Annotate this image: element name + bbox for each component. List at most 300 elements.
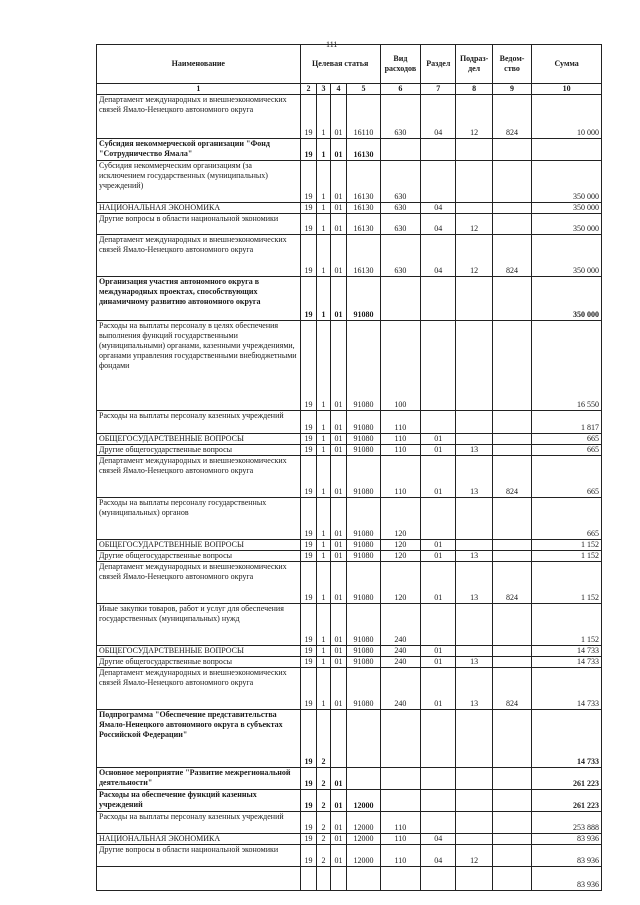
table-row [97, 790, 602, 812]
cell-expense-type: 630 [380, 95, 421, 139]
cell-section: 01 [421, 668, 456, 710]
cell-event-code: 01 [330, 845, 347, 867]
cell-sum: 350 000 [532, 203, 602, 214]
cell-expense-type [380, 277, 421, 321]
cell-section [421, 411, 456, 434]
cell-direction-code: 91080 [347, 562, 380, 604]
cell-sum: 83 936 [532, 867, 602, 891]
cell-subprogram-code: 1 [317, 235, 331, 277]
cell-sum: 665 [532, 498, 602, 540]
cell-sum: 14 733 [532, 646, 602, 657]
cell-section: 04 [421, 834, 456, 845]
table-row [97, 812, 602, 834]
cell-subprogram-code: 1 [317, 434, 331, 445]
row-name: Департамент международных и внешнеэкономических связей Ямало-Ненецкого автономного округа [97, 562, 301, 604]
table-row [97, 139, 602, 161]
cell-program-code: 19 [300, 456, 317, 498]
cell-department [492, 540, 531, 551]
cell-event-code [330, 710, 347, 768]
row-name: Расходы на выплаты персоналу казенных учреждений [97, 411, 301, 434]
cell-department [492, 790, 531, 812]
table-row [97, 321, 602, 411]
cell-program-code: 19 [300, 646, 317, 657]
cell-department: 824 [492, 668, 531, 710]
table-row [97, 551, 602, 562]
cell-program-code: 19 [300, 235, 317, 277]
row-name: ОБЩЕГОСУДАРСТВЕННЫЕ ВОПРОСЫ [97, 540, 301, 551]
cell-department [492, 498, 531, 540]
table-row [97, 445, 602, 456]
cell-sum: 350 000 [532, 214, 602, 235]
cell-section [421, 321, 456, 411]
cell-department [492, 845, 531, 867]
cell-subprogram-code: 1 [317, 139, 331, 161]
cell-program-code: 19 [300, 551, 317, 562]
cell-subsection [456, 646, 492, 657]
cell-direction-code [347, 710, 380, 768]
cell-subsection [456, 540, 492, 551]
cell-sum: 10 000 [532, 95, 602, 139]
cell-sum: 253 888 [532, 812, 602, 834]
cell-subsection [456, 139, 492, 161]
cell-direction-code: 91080 [347, 646, 380, 657]
cell-subsection: 13 [456, 445, 492, 456]
cell-subsection: 13 [456, 562, 492, 604]
table-row [97, 710, 602, 768]
cell-department: 824 [492, 456, 531, 498]
cell-section: 04 [421, 845, 456, 867]
cell-event-code: 01 [330, 834, 347, 845]
cell-subsection [456, 790, 492, 812]
cell-department: 824 [492, 235, 531, 277]
cell-department [492, 710, 531, 768]
cell-section [421, 498, 456, 540]
cell-department [492, 139, 531, 161]
cell-subsection [456, 203, 492, 214]
cell-direction-code: 12000 [347, 834, 380, 845]
table-row [97, 214, 602, 235]
cell-program-code [300, 867, 317, 891]
cell-subsection: 12 [456, 214, 492, 235]
column-number: 6 [380, 84, 421, 95]
cell-department [492, 445, 531, 456]
cell-expense-type: 110 [380, 845, 421, 867]
cell-direction-code: 12000 [347, 812, 380, 834]
cell-event-code: 01 [330, 321, 347, 411]
cell-subprogram-code: 1 [317, 161, 331, 203]
cell-subprogram-code: 1 [317, 668, 331, 710]
cell-sum: 350 000 [532, 277, 602, 321]
table-row [97, 657, 602, 668]
cell-subsection: 13 [456, 668, 492, 710]
cell-department [492, 277, 531, 321]
cell-program-code: 19 [300, 434, 317, 445]
table-row [97, 668, 602, 710]
cell-event-code: 01 [330, 203, 347, 214]
row-name: Другие общегосударственные вопросы [97, 657, 301, 668]
cell-expense-type: 100 [380, 321, 421, 411]
cell-expense-type [380, 710, 421, 768]
header-department: Ведом-ство [492, 45, 531, 84]
cell-department [492, 434, 531, 445]
cell-subprogram-code: 1 [317, 277, 331, 321]
row-name: Расходы на выплаты персоналу в целях обеспечения выполнения функций государственными (муниципальными) органами, казенными учреждениями, органами управления государственными внебюджетными фондами [97, 321, 301, 411]
cell-subsection [456, 768, 492, 790]
table-row [97, 646, 602, 657]
header-sum: Сумма [532, 45, 602, 84]
cell-expense-type: 110 [380, 411, 421, 434]
row-name: Другие вопросы в области национальной экономики [97, 845, 301, 867]
cell-section [421, 139, 456, 161]
cell-subsection [456, 411, 492, 434]
cell-department [492, 411, 531, 434]
cell-section [421, 710, 456, 768]
cell-subsection [456, 867, 492, 891]
table-row [97, 203, 602, 214]
cell-subsection [456, 812, 492, 834]
table-body [97, 95, 602, 891]
cell-expense-type: 110 [380, 812, 421, 834]
cell-expense-type: 120 [380, 562, 421, 604]
cell-event-code: 01 [330, 456, 347, 498]
cell-subsection [456, 277, 492, 321]
table-row [97, 161, 602, 203]
cell-subsection [456, 834, 492, 845]
cell-section: 04 [421, 214, 456, 235]
cell-program-code: 19 [300, 812, 317, 834]
row-name: Департамент международных и внешнеэкономических связей Ямало-Ненецкого автономного округа [97, 235, 301, 277]
cell-event-code: 01 [330, 214, 347, 235]
cell-event-code [330, 867, 347, 891]
cell-department [492, 161, 531, 203]
table-row [97, 540, 602, 551]
column-number: 5 [347, 84, 380, 95]
cell-subprogram-code: 1 [317, 562, 331, 604]
cell-expense-type: 240 [380, 646, 421, 657]
row-name: ОБЩЕГОСУДАРСТВЕННЫЕ ВОПРОСЫ [97, 646, 301, 657]
cell-subsection [456, 434, 492, 445]
cell-direction-code: 91080 [347, 668, 380, 710]
cell-sum: 14 733 [532, 668, 602, 710]
cell-program-code: 19 [300, 411, 317, 434]
cell-subprogram-code: 1 [317, 657, 331, 668]
cell-department [492, 203, 531, 214]
cell-sum: 261 223 [532, 790, 602, 812]
cell-section: 04 [421, 203, 456, 214]
cell-direction-code: 91080 [347, 321, 380, 411]
cell-section: 04 [421, 95, 456, 139]
cell-section [421, 867, 456, 891]
cell-subprogram-code: 2 [317, 845, 331, 867]
cell-subprogram-code: 1 [317, 646, 331, 657]
header-subsection: Подраз-дел [456, 45, 492, 84]
cell-department [492, 214, 531, 235]
cell-section: 04 [421, 235, 456, 277]
header-row [97, 45, 602, 84]
cell-sum: 14 733 [532, 657, 602, 668]
cell-direction-code [347, 867, 380, 891]
cell-department [492, 321, 531, 411]
table-row [97, 434, 602, 445]
cell-event-code: 01 [330, 161, 347, 203]
cell-expense-type [380, 790, 421, 812]
cell-direction-code: 16130 [347, 214, 380, 235]
row-name: Основное мероприятие "Развитие межрегиональной деятельности" [97, 768, 301, 790]
cell-sum: 1 152 [532, 551, 602, 562]
cell-direction-code: 91080 [347, 434, 380, 445]
cell-event-code: 01 [330, 551, 347, 562]
table-row [97, 867, 602, 891]
row-name: Департамент международных и внешнеэкономических связей Ямало-Ненецкого автономного округа [97, 668, 301, 710]
column-number: 1 [97, 84, 301, 95]
cell-direction-code: 91080 [347, 411, 380, 434]
cell-program-code: 19 [300, 668, 317, 710]
cell-direction-code: 91080 [347, 604, 380, 646]
table-row [97, 95, 602, 139]
cell-direction-code: 91080 [347, 657, 380, 668]
cell-subsection [456, 498, 492, 540]
cell-subprogram-code: 1 [317, 445, 331, 456]
cell-event-code: 01 [330, 540, 347, 551]
cell-department [492, 646, 531, 657]
cell-direction-code: 16130 [347, 235, 380, 277]
cell-direction-code [347, 768, 380, 790]
cell-subsection: 13 [456, 551, 492, 562]
cell-program-code: 19 [300, 540, 317, 551]
cell-program-code: 19 [300, 657, 317, 668]
cell-program-code: 19 [300, 445, 317, 456]
row-name: Расходы на выплаты персоналу казенных учреждений [97, 812, 301, 834]
cell-program-code: 19 [300, 845, 317, 867]
cell-expense-type: 240 [380, 668, 421, 710]
cell-section: 01 [421, 434, 456, 445]
cell-expense-type: 110 [380, 434, 421, 445]
cell-event-code: 01 [330, 646, 347, 657]
cell-program-code: 19 [300, 834, 317, 845]
cell-event-code: 01 [330, 411, 347, 434]
table-row [97, 845, 602, 867]
cell-subprogram-code: 1 [317, 214, 331, 235]
cell-expense-type [380, 139, 421, 161]
cell-expense-type: 120 [380, 498, 421, 540]
cell-section [421, 790, 456, 812]
cell-subsection: 12 [456, 235, 492, 277]
cell-program-code: 19 [300, 790, 317, 812]
cell-program-code: 19 [300, 710, 317, 768]
cell-subprogram-code: 1 [317, 456, 331, 498]
cell-subprogram-code: 2 [317, 812, 331, 834]
cell-section [421, 277, 456, 321]
cell-section: 01 [421, 445, 456, 456]
cell-subprogram-code: 1 [317, 411, 331, 434]
cell-sum: 16 550 [532, 321, 602, 411]
cell-direction-code: 16110 [347, 95, 380, 139]
row-name: Расходы на обеспечение функций казенных учреждений [97, 790, 301, 812]
cell-section [421, 161, 456, 203]
cell-subprogram-code: 2 [317, 790, 331, 812]
row-name: Субсидия некоммерческим организациям (за исключением государственных (муниципальных) учреждений) [97, 161, 301, 203]
cell-program-code: 19 [300, 203, 317, 214]
table-row [97, 235, 602, 277]
cell-event-code: 01 [330, 812, 347, 834]
cell-sum: 1 152 [532, 604, 602, 646]
cell-subprogram-code: 2 [317, 710, 331, 768]
row-name: ОБЩЕГОСУДАРСТВЕННЫЕ ВОПРОСЫ [97, 434, 301, 445]
cell-subprogram-code: 2 [317, 768, 331, 790]
cell-subprogram-code: 1 [317, 203, 331, 214]
cell-sum [532, 139, 602, 161]
row-name: Другие общегосударственные вопросы [97, 551, 301, 562]
cell-sum: 14 733 [532, 710, 602, 768]
cell-section: 01 [421, 551, 456, 562]
cell-event-code: 01 [330, 604, 347, 646]
cell-event-code: 01 [330, 235, 347, 277]
cell-section [421, 604, 456, 646]
cell-direction-code: 91080 [347, 540, 380, 551]
cell-event-code: 01 [330, 498, 347, 540]
row-name: Департамент международных и внешнеэкономических связей Ямало-Ненецкого автономного округа [97, 456, 301, 498]
column-number: 7 [421, 84, 456, 95]
header-expense-type: Вид расходов [380, 45, 421, 84]
cell-sum: 83 936 [532, 845, 602, 867]
cell-subsection: 13 [456, 657, 492, 668]
row-name: Подпрограмма "Обеспечение представительства Ямало-Ненецкого автономного округа в субъектах Российской Федерации" [97, 710, 301, 768]
cell-event-code: 01 [330, 562, 347, 604]
cell-direction-code: 91080 [347, 456, 380, 498]
cell-department [492, 812, 531, 834]
column-number: 10 [532, 84, 602, 95]
cell-sum: 350 000 [532, 161, 602, 203]
cell-event-code: 01 [330, 790, 347, 812]
table-row [97, 604, 602, 646]
cell-subsection [456, 321, 492, 411]
column-number: 2 [300, 84, 317, 95]
cell-program-code: 19 [300, 321, 317, 411]
table-row [97, 277, 602, 321]
cell-subsection [456, 710, 492, 768]
cell-event-code: 01 [330, 768, 347, 790]
cell-expense-type: 110 [380, 445, 421, 456]
cell-sum: 1 817 [532, 411, 602, 434]
table-row [97, 411, 602, 434]
row-name: Другие вопросы в области национальной экономики [97, 214, 301, 235]
cell-program-code: 19 [300, 562, 317, 604]
cell-department [492, 604, 531, 646]
cell-subprogram-code: 1 [317, 321, 331, 411]
row-name: Департамент международных и внешнеэкономических связей Ямало-Ненецкого автономного округа [97, 95, 301, 139]
cell-section: 01 [421, 562, 456, 604]
cell-program-code: 19 [300, 498, 317, 540]
cell-sum: 1 152 [532, 562, 602, 604]
cell-program-code: 19 [300, 277, 317, 321]
cell-department [492, 867, 531, 891]
cell-department [492, 551, 531, 562]
cell-event-code: 01 [330, 668, 347, 710]
cell-sum: 1 152 [532, 540, 602, 551]
cell-program-code: 19 [300, 161, 317, 203]
cell-section [421, 768, 456, 790]
cell-direction-code: 16130 [347, 203, 380, 214]
cell-expense-type: 630 [380, 235, 421, 277]
row-name: Иные закупки товаров, работ и услуг для обеспечения государственных (муниципальных) нужд [97, 604, 301, 646]
cell-direction-code: 91080 [347, 498, 380, 540]
cell-subprogram-code: 2 [317, 834, 331, 845]
cell-subsection [456, 604, 492, 646]
table-row [97, 768, 602, 790]
column-number-row [97, 84, 602, 95]
cell-subprogram-code: 1 [317, 551, 331, 562]
cell-expense-type [380, 768, 421, 790]
cell-sum: 665 [532, 434, 602, 445]
budget-table [96, 44, 602, 891]
cell-program-code: 19 [300, 95, 317, 139]
cell-event-code: 01 [330, 434, 347, 445]
cell-sum: 665 [532, 445, 602, 456]
table-row [97, 562, 602, 604]
cell-event-code: 01 [330, 139, 347, 161]
cell-subsection [456, 161, 492, 203]
row-name: Организация участия автономного округа в международных проектах, способствующих динамичному развитию автономного округа [97, 277, 301, 321]
cell-expense-type: 630 [380, 203, 421, 214]
cell-event-code: 01 [330, 95, 347, 139]
row-name: НАЦИОНАЛЬНАЯ ЭКОНОМИКА [97, 203, 301, 214]
table-row [97, 498, 602, 540]
cell-sum: 350 000 [532, 235, 602, 277]
column-number: 8 [456, 84, 492, 95]
header-section: Раздел [421, 45, 456, 84]
cell-program-code: 19 [300, 139, 317, 161]
cell-subsection: 12 [456, 845, 492, 867]
cell-sum: 261 223 [532, 768, 602, 790]
row-name [97, 867, 301, 891]
cell-section: 01 [421, 646, 456, 657]
cell-subsection: 12 [456, 95, 492, 139]
row-name: Другие общегосударственные вопросы [97, 445, 301, 456]
row-name: Субсидия некоммерческой организации "Фонд "Сотрудничество Ямала" [97, 139, 301, 161]
cell-expense-type: 630 [380, 214, 421, 235]
header-name: Наименование [97, 45, 301, 84]
cell-direction-code: 12000 [347, 845, 380, 867]
cell-department: 824 [492, 562, 531, 604]
cell-subprogram-code [317, 867, 331, 891]
row-name: НАЦИОНАЛЬНАЯ ЭКОНОМИКА [97, 834, 301, 845]
cell-section: 01 [421, 456, 456, 498]
cell-program-code: 19 [300, 214, 317, 235]
cell-subprogram-code: 1 [317, 540, 331, 551]
cell-department [492, 657, 531, 668]
column-number: 4 [330, 84, 347, 95]
cell-direction-code: 91080 [347, 551, 380, 562]
cell-sum: 83 936 [532, 834, 602, 845]
cell-department [492, 834, 531, 845]
cell-event-code: 01 [330, 445, 347, 456]
cell-direction-code: 12000 [347, 790, 380, 812]
cell-subprogram-code: 1 [317, 498, 331, 540]
cell-direction-code: 91080 [347, 445, 380, 456]
cell-expense-type: 110 [380, 456, 421, 498]
cell-direction-code: 16130 [347, 161, 380, 203]
cell-department [492, 768, 531, 790]
cell-department: 824 [492, 95, 531, 139]
cell-subprogram-code: 1 [317, 95, 331, 139]
column-number: 9 [492, 84, 531, 95]
cell-expense-type: 240 [380, 604, 421, 646]
table-row [97, 456, 602, 498]
cell-program-code: 19 [300, 768, 317, 790]
cell-expense-type: 630 [380, 161, 421, 203]
cell-section: 01 [421, 657, 456, 668]
cell-section [421, 812, 456, 834]
